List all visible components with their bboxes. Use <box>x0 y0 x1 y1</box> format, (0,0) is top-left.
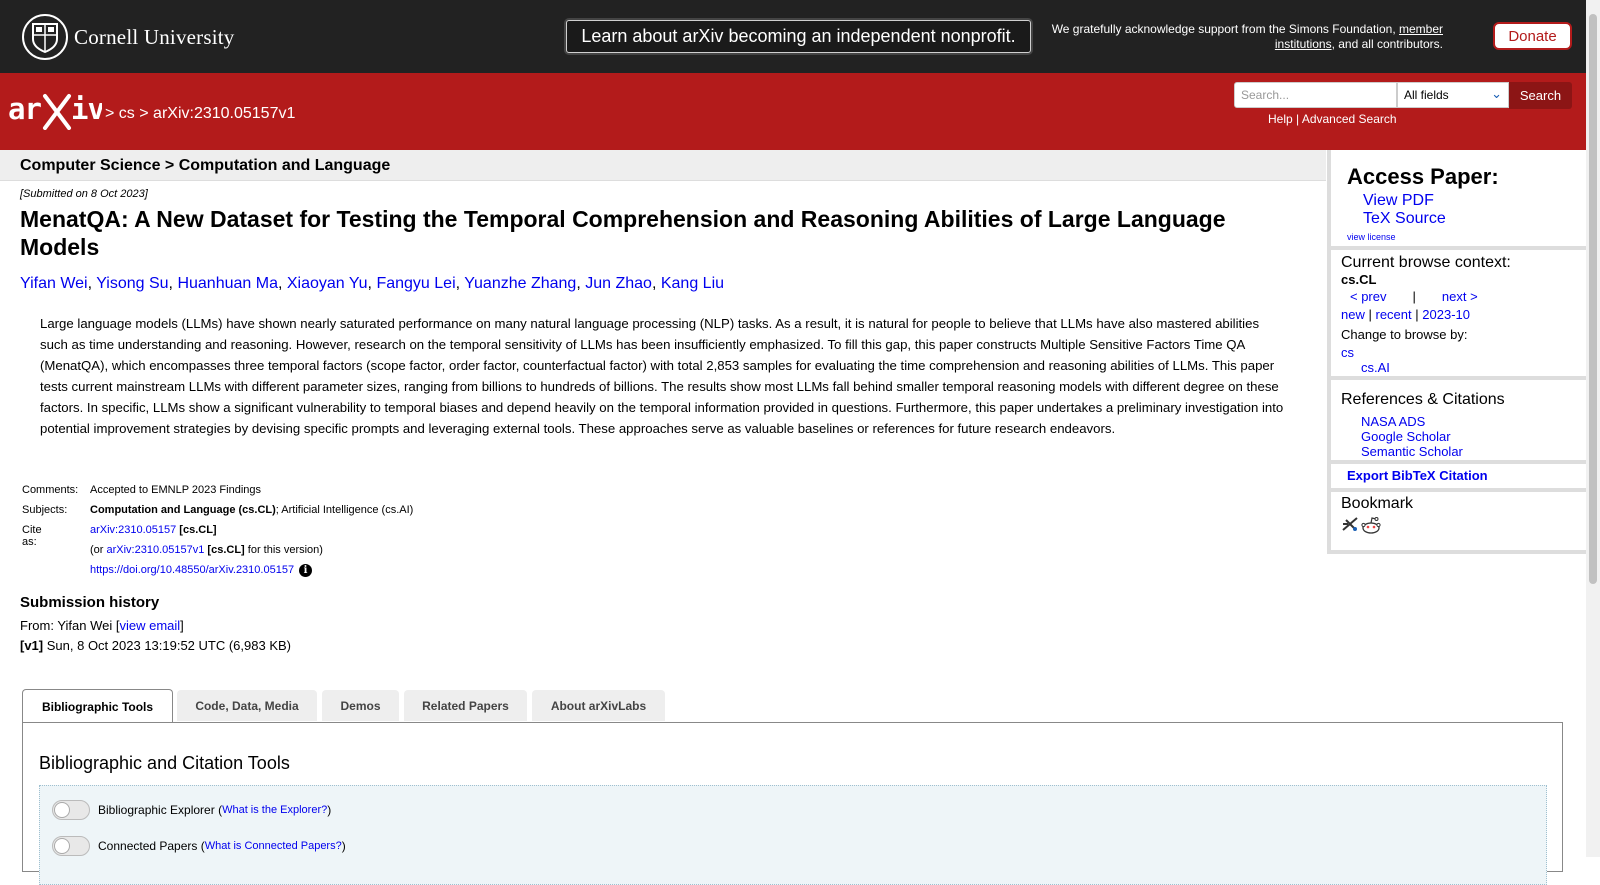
breadcrumb-separator: > <box>105 105 115 122</box>
connected-toggle-row <box>52 836 346 856</box>
references-heading: References & Citations <box>1341 391 1505 408</box>
scrollbar-thumb[interactable] <box>1589 14 1597 584</box>
explorer-help-link[interactable]: What is the Explorer? <box>222 804 328 816</box>
abstract: Large language models (LLMs) have shown nearly saturated performance on many natural language processing (NLP) tasks. As a result, it is natural for people to believe that LLMs have also mastered abilities such as time understanding and reasoning. However, research on the temporal sensitivity of LLMs has been insufficiently emphasized. To fill this gap, this paper constructs Multiple Sensitive Factors Time QA (MenatQA), which encompasses three temporal factors (scope factor, order factor, counterfactual factor) with total 2,853 samples for evaluating the time comprehension and reasoning abilities of LLMs. This paper tests current mainstream LLMs with different parameter sizes, ranging from billions to hundreds of billions. The results show most LLMs fall behind smaller temporal reasoning models with different degree on these factors. In specific, LLMs show a significant vulnerability to temporal biases and depend heavily on the temporal information provided in questions. Furthermore, this paper undertakes a preliminary investigation into potential improvement strategies by devising specific prompts and leveraging external tools. These approaches serve as valuable baselines or references for future research endeavors. <box>40 316 1284 436</box>
nonprofit-announcement-button[interactable]: Learn about arXiv becoming an independent nonprofit. <box>566 20 1031 53</box>
tools-box <box>39 785 1547 885</box>
semantic-scholar-link[interactable]: Semantic Scholar <box>1361 444 1463 459</box>
connected-help-link[interactable]: What is Connected Papers? <box>204 840 342 852</box>
paren-open: ( <box>218 803 223 817</box>
author-link[interactable]: Yifan Wei <box>20 275 88 292</box>
top-banner <box>0 0 1586 73</box>
list-separator: | <box>1368 307 1372 322</box>
connected-papers-toggle[interactable] <box>52 836 90 856</box>
category-header: Computer Science > Computation and Language <box>0 150 1326 181</box>
toggle-knob <box>54 838 70 854</box>
version-entry <box>20 638 291 653</box>
search-input[interactable]: Search... <box>1234 82 1397 108</box>
version-detail: Sun, 8 Oct 2023 13:19:52 UTC (6,983 KB) <box>46 638 292 653</box>
tab-code-data-media[interactable]: Code, Data, Media <box>177 690 317 721</box>
breadcrumb-cs-link[interactable]: cs <box>118 105 135 122</box>
cornell-seal-icon <box>22 14 68 60</box>
tab-bibliographic-tools[interactable]: Bibliographic Tools <box>22 689 173 723</box>
access-paper-heading: Access Paper: <box>1347 164 1499 189</box>
tab-related-papers[interactable]: Related Papers <box>404 690 527 721</box>
bookmark-heading: Bookmark <box>1341 495 1414 512</box>
author-link[interactable]: Yuanzhe Zhang <box>464 275 577 292</box>
doi-link[interactable]: https://doi.org/10.48550/arXiv.2310.05157 <box>90 564 295 576</box>
primary-subject: Computation and Language (cs.CL) <box>90 504 276 516</box>
support-text: We gratefully acknowledge support from the Simons Foundation, <box>1051 22 1399 36</box>
subjects-label: Subjects: <box>22 504 68 516</box>
change-browse-label: Change to browse by: <box>1341 327 1468 342</box>
author-link[interactable]: Jun Zhao <box>585 275 652 292</box>
from-prefix: From: Yifan Wei [ <box>20 618 120 633</box>
search-button[interactable]: Search <box>1509 82 1572 109</box>
bookmark-icons <box>1341 516 1381 537</box>
tools-heading: Bibliographic and Citation Tools <box>39 753 290 773</box>
cite-or: (or <box>90 544 107 556</box>
doi-row <box>90 564 312 577</box>
author-link[interactable]: Kang Liu <box>660 275 725 292</box>
cornell-logo-link[interactable] <box>22 14 235 60</box>
support-text-tail: , and all contributors. <box>1331 37 1443 51</box>
paren-close: ) <box>327 803 332 817</box>
search-help-links <box>1268 112 1397 126</box>
list-separator: | <box>1415 307 1419 322</box>
author-link[interactable]: Xiaoyan Yu <box>286 275 368 292</box>
view-license-link[interactable]: view license <box>1347 232 1396 242</box>
paren-open: ( <box>200 839 205 853</box>
browse-csai-link[interactable]: cs.AI <box>1361 360 1390 375</box>
tex-source-link[interactable]: TeX Source <box>1363 210 1446 227</box>
sidebar-divider <box>1327 246 1586 250</box>
info-icon[interactable]: i <box>299 564 312 577</box>
author-list <box>20 275 724 293</box>
author-link[interactable]: Yisong Su <box>96 275 169 292</box>
prev-link[interactable]: < prev <box>1350 289 1387 304</box>
cite-version-category: [cs.CL] <box>207 544 245 556</box>
extra-services-sidebar <box>1327 150 1586 554</box>
author-separator: , <box>651 275 657 292</box>
svg-text:iv: iv <box>71 92 102 126</box>
tab-demos[interactable]: Demos <box>322 690 399 721</box>
explorer-label: Bibliographic Explorer <box>98 803 215 817</box>
breadcrumb <box>105 105 295 123</box>
member-institutions-link[interactable]: member institutions <box>1274 22 1443 51</box>
cite-value <box>90 524 217 536</box>
sidebar-divider <box>1327 460 1586 464</box>
submission-history-heading: Submission history <box>20 594 160 611</box>
paper-title: MenatQA: A New Dataset for Testing the Temporal Comprehension and Reasoning Abilities of Large Language Models <box>20 206 1226 260</box>
subjects-value <box>90 504 413 516</box>
cite-version-link[interactable]: arXiv:2310.05157v1 <box>106 544 205 556</box>
university-name: Cornell University <box>74 24 235 49</box>
sidebar-divider <box>1327 488 1586 492</box>
svg-text:ar: ar <box>8 92 41 126</box>
help-link[interactable]: Help <box>1268 112 1293 126</box>
new-link[interactable]: new <box>1341 307 1365 322</box>
version-tag: [v1] <box>20 638 44 653</box>
cite-id-link[interactable]: arXiv:2310.05157 <box>90 524 177 536</box>
support-acknowledgement <box>1023 22 1443 52</box>
tab-panel <box>22 722 1563 872</box>
cite-label: Cite as: <box>22 524 42 548</box>
secondary-subjects: ; Artificial Intelligence (cs.AI) <box>275 504 414 516</box>
sidebar-divider <box>1327 376 1586 380</box>
from-suffix: ] <box>180 618 184 633</box>
breadcrumb-paper-id: arXiv:2310.05157v1 <box>153 105 296 122</box>
explorer-toggle[interactable] <box>52 800 90 820</box>
author-separator: , <box>576 275 581 292</box>
author-separator: , <box>367 275 372 292</box>
advanced-search-link[interactable]: Advanced Search <box>1301 112 1397 126</box>
submitted-date: [Submitted on 8 Oct 2023] <box>20 188 148 200</box>
sidebar-divider <box>1327 550 1586 554</box>
comments-value: Accepted to EMNLP 2023 Findings <box>90 484 262 496</box>
toggle-knob <box>54 802 70 818</box>
search-field-value: All fields <box>1404 88 1449 102</box>
search-field-select[interactable] <box>1397 82 1509 108</box>
view-pdf-link[interactable]: View PDF <box>1363 192 1434 209</box>
author-separator: , <box>455 275 461 292</box>
list-links <box>1341 307 1470 322</box>
export-bibtex-link[interactable]: Export BibTeX Citation <box>1347 468 1488 483</box>
chevron-down-icon: ⌄ <box>1491 86 1502 101</box>
prev-next-nav <box>1350 289 1478 304</box>
donate-button[interactable]: Donate <box>1493 22 1572 50</box>
browse-context-code: cs.CL <box>1341 272 1377 287</box>
author-link[interactable]: Huanhuan Ma <box>177 275 278 292</box>
browse-context-heading: Current browse context: <box>1341 254 1511 271</box>
submission-from <box>20 618 184 633</box>
author-separator: , <box>168 275 173 292</box>
nav-separator: | <box>1412 289 1416 304</box>
browse-cs-link[interactable]: cs <box>1341 345 1354 360</box>
breadcrumb-separator: > <box>139 105 149 122</box>
view-email-link[interactable]: view email <box>119 618 181 633</box>
tab-about-arxivlabs[interactable]: About arXivLabs <box>532 690 665 721</box>
site-header <box>0 73 1586 150</box>
author-separator: , <box>277 275 283 292</box>
page-scrollbar[interactable] <box>1586 0 1600 857</box>
connected-label: Connected Papers <box>98 839 198 853</box>
nasa-ads-link[interactable]: NASA ADS <box>1361 414 1426 429</box>
google-scholar-link[interactable]: Google Scholar <box>1361 429 1451 444</box>
cite-category: [cs.CL] <box>179 524 217 536</box>
reddit-icon[interactable] <box>1361 516 1381 537</box>
next-link[interactable]: next > <box>1441 289 1478 304</box>
explorer-toggle-row <box>52 800 331 820</box>
sidebar-border <box>1327 150 1331 554</box>
paren-close: ) <box>341 839 346 853</box>
cite-version-tail: for this version) <box>247 544 323 556</box>
author-separator: , <box>87 275 93 292</box>
cite-version <box>90 544 323 556</box>
author-link[interactable]: Fangyu Lei <box>376 275 456 292</box>
bibsonomy-icon[interactable] <box>1341 516 1359 537</box>
arxiv-logo[interactable] <box>8 92 102 133</box>
link-separator: | <box>1296 112 1300 126</box>
recent-link[interactable]: recent <box>1375 307 1412 322</box>
comments-label: Comments: <box>22 484 79 496</box>
month-link[interactable]: 2023-10 <box>1422 307 1470 322</box>
